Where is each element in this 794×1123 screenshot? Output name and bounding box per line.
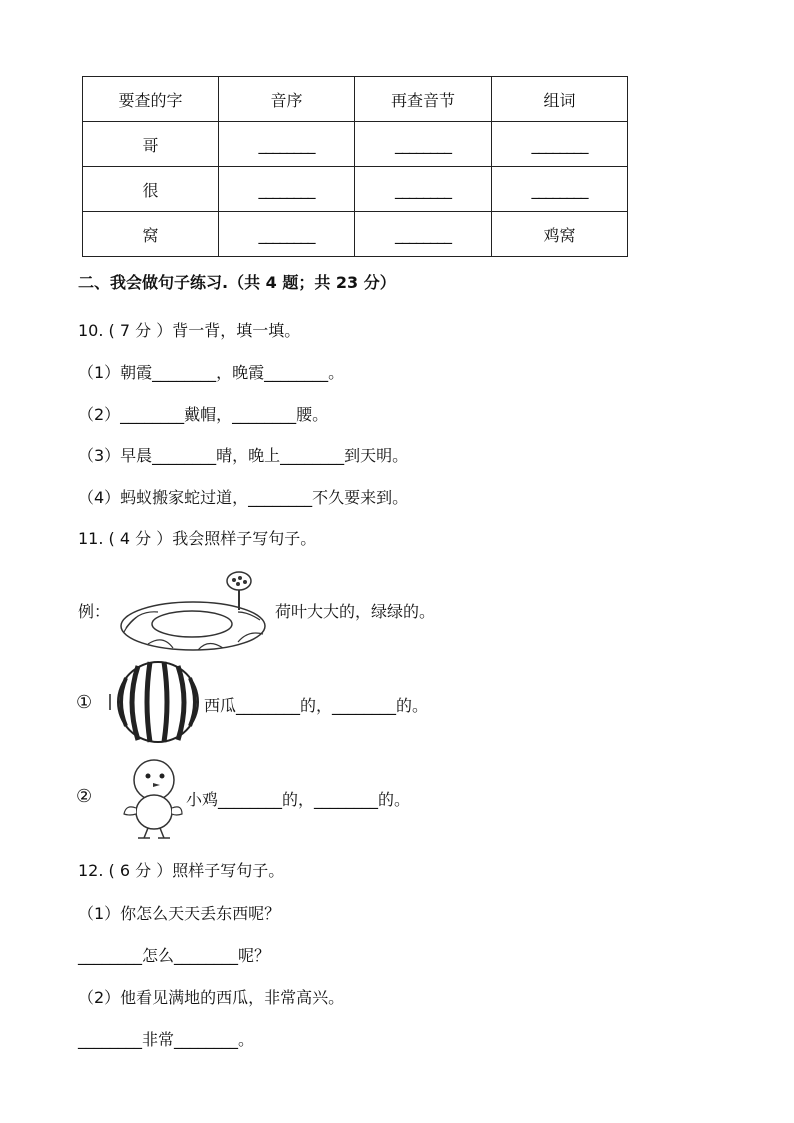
answer-blank[interactable]: ________ (219, 212, 355, 257)
answer-blank[interactable]: ________ (219, 167, 355, 212)
item-marker: ② (76, 786, 93, 807)
table-row (83, 212, 628, 257)
answer-blank[interactable]: ________ (219, 122, 355, 167)
question-10-title: 10. ( 7 分 ）背一背，填一填。 (78, 321, 301, 340)
watermelon-image (108, 660, 204, 744)
table-cell: 鸡窝 (492, 212, 628, 257)
question-line: ________怎么________呢？ (78, 946, 271, 965)
question-line: ________非常________。 (78, 1030, 255, 1049)
answer-blank[interactable]: ________ (355, 167, 492, 212)
question-line: 西瓜________的，________的。 (204, 696, 429, 715)
answer-blank[interactable]: ________ (355, 122, 492, 167)
question-line: （1）朝霞________，晚霞________。 (78, 363, 345, 382)
example-sentence: 荷叶大大的，绿绿的。 (275, 602, 436, 621)
table-row (83, 167, 628, 212)
table-cell: 窝 (83, 212, 219, 257)
table-header-cell: 要查的字 (83, 77, 219, 122)
lotus-leaf-image (118, 568, 274, 658)
question-line: （1）你怎么天天丢东西呢？ (78, 904, 281, 923)
table-row (83, 122, 628, 167)
answer-blank[interactable]: ________ (355, 212, 492, 257)
item-marker: ① (76, 692, 93, 713)
question-line: （2）他看见满地的西瓜，非常高兴。 (78, 988, 345, 1007)
table-cell: 哥 (83, 122, 219, 167)
table-cell: 很 (83, 167, 219, 212)
question-line: （4）蚂蚁搬家蛇过道，________不久要来到。 (78, 488, 409, 507)
answer-blank[interactable]: ________ (492, 167, 628, 212)
question-line: （3）早晨________晴，晚上________到天明。 (78, 446, 409, 465)
section-title: 二、我会做句子练习.（共 4 题；共 23 分） (78, 273, 396, 292)
question-line: 小鸡________的，________的。 (186, 790, 411, 809)
question-12-title: 12. ( 6 分 ）照样子写句子。 (78, 861, 285, 880)
question-line: （2）________戴帽，________腰。 (78, 405, 329, 424)
table-header-cell: 音序 (219, 77, 355, 122)
example-label: 例： (78, 602, 111, 621)
table-header-cell: 再查音节 (355, 77, 492, 122)
answer-blank[interactable]: ________ (492, 122, 628, 167)
table-header-row (83, 77, 628, 122)
chick-image (118, 756, 188, 840)
character-lookup-table (82, 76, 628, 257)
question-11-title: 11. ( 4 分 ）我会照样子写句子。 (78, 529, 317, 548)
table-header-cell: 组词 (492, 77, 628, 122)
